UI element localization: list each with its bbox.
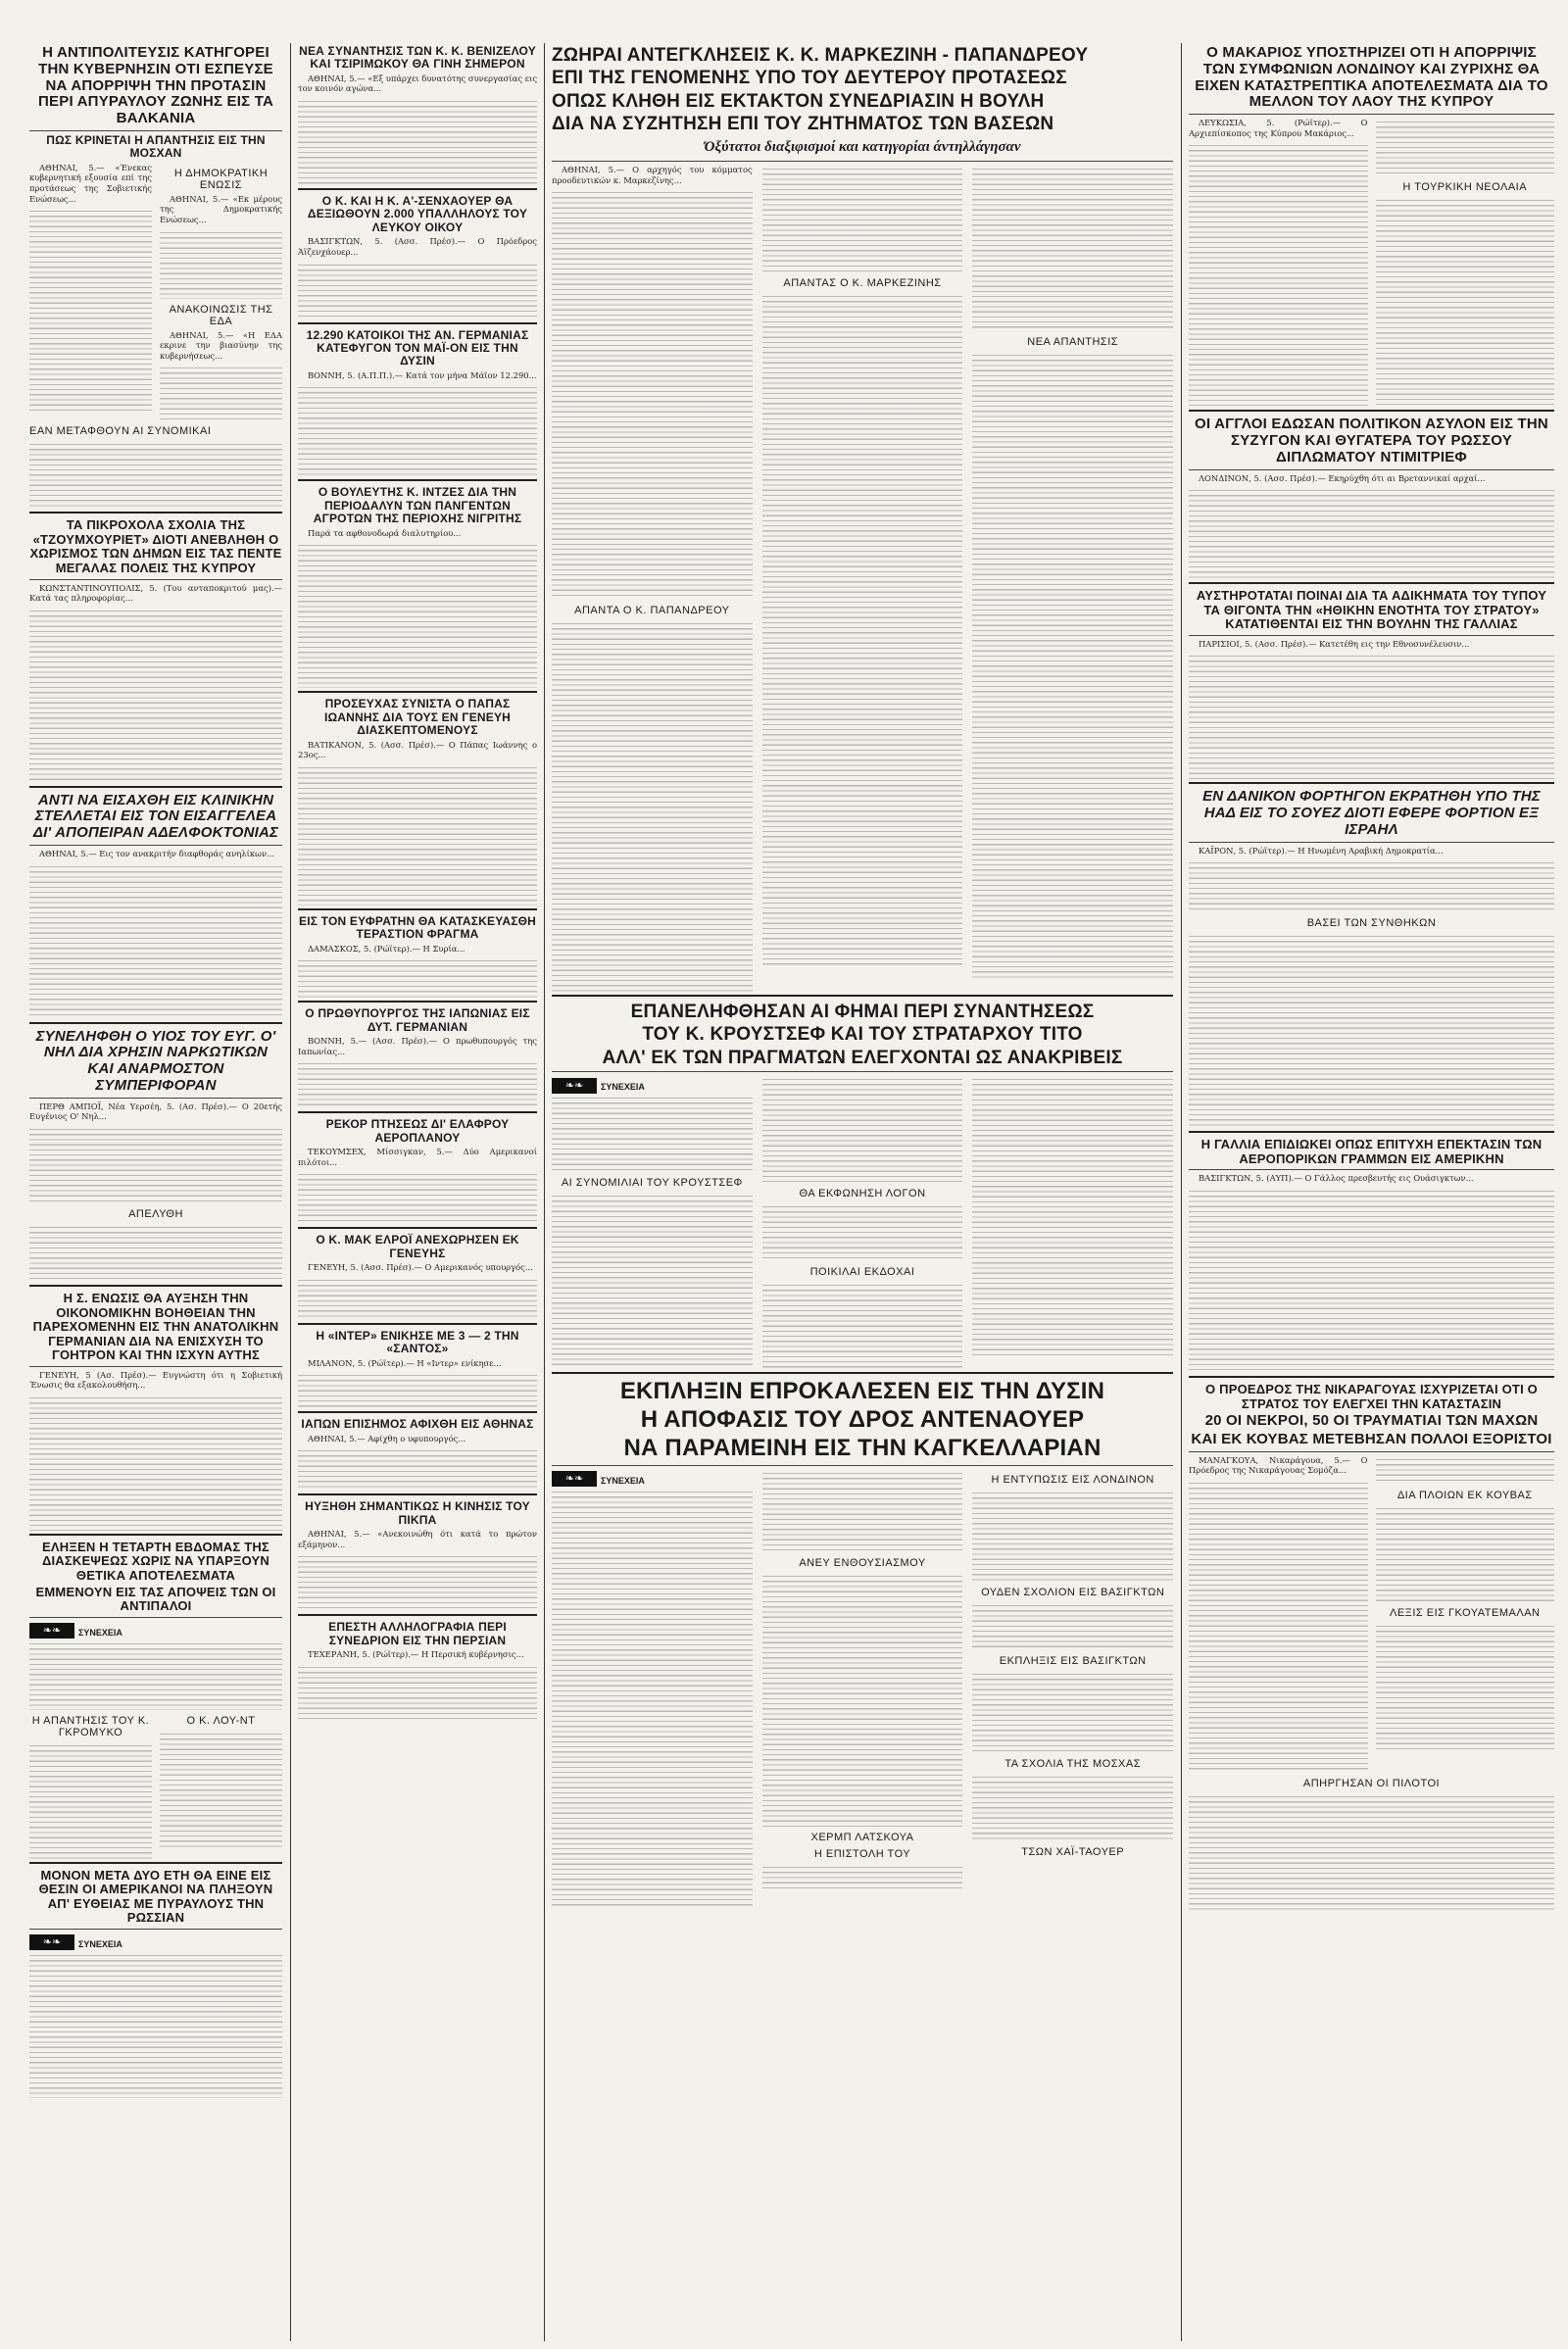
article-euphrates: [298, 913, 537, 998]
section-subhead: Η ΕΠΙΣΤΟΛΗ ΤΟΥ: [813, 1847, 911, 1860]
headline: ΝΕΑ ΣΥΝΑΝΤΗΣΙΣ ΤΩΝ Κ. Κ. ΒΕΝΙΖΕΛΟΥ ΚΑΙ ΤΣΙΡΙΜΩΚΟΥ ΘΑ ΓΙΝΗ ΣΗΜΕΡΟΝ: [299, 44, 536, 72]
text-lines: [29, 207, 152, 413]
column-2: [298, 43, 537, 1722]
article-japan-pm: [298, 1005, 537, 1108]
article-text: ΒΟΝΝΗ, 5. (Α.Π.Π.).— Κατά τον μήνα Μάϊον 12.290...: [308, 369, 537, 380]
section-subhead: ΧΕΡΜΠ ΛΑΤΣΚΟΥΑ: [810, 1831, 914, 1843]
article-tzoumhouriet: [29, 516, 282, 782]
lead-headline: ΕΠΙ ΤΗΣ ΓΕΝΟΜΕΝΗΣ ΥΠΟ ΤΟΥ ΔΕΥΤΕΡΟΥ ΠΡΟΤΑΣΕΩΣ: [552, 68, 1067, 89]
article-text: ΑΘΗΝΑΙ, 5.— «Ένεκας κυβερνητική εξουσία επί της προτάσεως της Σοβιετικής Ενώσεως...: [29, 162, 152, 204]
subheadline: ΠΩΣ ΚΡΙΝΕΤΑΙ Η ΑΠΑΝΤΗΣΙΣ ΕΙΣ ΤΗΝ ΜΟΣΧΑΝ: [46, 132, 266, 161]
article-missiles-russia: [29, 1867, 282, 2098]
subheadline: ΕΜΜΕΝΟΥΝ ΕΙΣ ΤΑΣ ΑΠΟΨΕΙΣ ΤΩΝ ΟΙ ΑΝΤΙΠΑΛΟΙ: [35, 1584, 276, 1614]
section-subhead: ΑΙ ΣΥΝΟΜΙΛΙΑΙ ΤΟΥ ΚΡΟΥΣΤΣΕΦ: [561, 1177, 743, 1190]
section-subhead: ΑΠΑΝΤΑ Ο Κ. ΠΑΠΑΝΔΡΕΟΥ: [574, 605, 730, 617]
headline: ΕΙΣ ΤΟΝ ΕΥΦΡΑΤΗΝ ΘΑ ΚΑΤΑΣΚΕΥΑΣΘΗ ΤΕΡΑΣΤΙΟΝ ΦΡΑΓΜΑ: [298, 913, 536, 942]
article-mcelroy: [298, 1232, 537, 1319]
article-text: ΒΑΣΙΓΚΤΩΝ, 5. (ΑΥΠ).— Ο Γάλλος πρεσβευτής εις Ουάσιγκτων...: [1199, 1173, 1474, 1184]
newspaper-page: [29, 43, 1554, 2341]
headline: ΙΑΠΩΝ ΕΠΙΣΗΜΟΣ ΑΦΙΧΘΗ ΕΙΣ ΑΘΗΝΑΣ: [301, 1417, 534, 1432]
article-text: ΛΕΥΚΩΣΙΑ, 5. (Ρώϊτερ).— Ο Αρχιεπίσκοπος της Κύπρου Μακάριος...: [1189, 118, 1368, 138]
article-text: ΒΑΣΙΓΚΤΩΝ, 5. (Ασσ. Πρέσ).— Ο Πρόεδρος Άϊζενχάουερ...: [298, 236, 537, 257]
article-text: ΚΩΝΣΤΑΝΤΙΝΟΥΠΟΛΙΣ, 5. (Του ανταποκριτού μας).— Κατά τας πληροφορίας...: [29, 582, 282, 604]
article-text: ΛΟΝΔΙΝΟΝ, 5. (Ασσ. Πρέσ).— Εκηρύχθη ότι αι Βρεταννικαί αρχαί...: [1199, 472, 1486, 483]
continuation-label: ΣΥΝΕΧΕΙΑ: [78, 1938, 122, 1949]
column-1: [29, 43, 282, 2098]
article-text: ΑΘΗΝΑΙ, 5.— «Εξ υπάρχει δυνατότης συνεργασίας εις τον κοινόν αγώνα...: [298, 73, 537, 94]
column-divider: [290, 43, 291, 2341]
article-apyraulos-zone: [29, 43, 282, 509]
article-pope: [298, 696, 537, 905]
headline: Η ΑΠΟΦΑΣΙΣ ΤΟΥ ΔΡΟΣ ΑΝΤΕΝΑΟΥΕΡ: [640, 1405, 1085, 1433]
article-nigrita: [298, 484, 537, 688]
article-text: ΓΕΝΕΥΗ, 5 (Ασ. Πρέσ).— Ευγνώστη ότι η Σοβιετική Ένωσις θα εξακολουθήση...: [29, 1369, 282, 1391]
center-columns: [552, 43, 1173, 1909]
headline: ΗΥΞΗΘΗ ΣΗΜΑΝΤΙΚΩΣ Η ΚΙΝΗΣΙΣ ΤΟΥ ΠΙΚΠΑ: [305, 1499, 530, 1527]
headline: ΟΙ ΑΓΓΛΟΙ ΕΔΩΣΑΝ ΠΟΛΙΤΙΚΟΝ ΑΣΥΛΟΝ ΕΙΣ ΤΗΝ ΣΥΖΥΓΟΝ ΚΑΙ ΘΥΓΑΤΕΡΑ ΤΟΥ ΡΩΣΣΟΥ ΔΙΠΛΩΜΑΤΟΥ ΝΤΙΜΙΤΡΙΕΦ: [1195, 416, 1548, 465]
headline: ΕΝ ΔΑΝΙΚΟΝ ΦΟΡΤΗΓΟΝ ΕΚΡΑΤΗΘΗ ΥΠΟ ΤΗΣ ΗΑΔ ΕΙΣ ΤΟ ΣΟΥΕΖ ΔΙΟΤΙ ΕΦΕΡΕ ΦΟΡΤΙΟΝ ΕΞ ΙΣΡΑΗΛ: [1202, 788, 1541, 838]
article-text: Παρά τα αφθονοδωρά διαλυτηρίου...: [308, 527, 462, 538]
article-makarios: [1189, 43, 1554, 407]
article-text: ΠΑΡΙΣΙΟΙ, 5. (Ασσ. Πρέσ).— Κατετέθη εις την Εθνοσυνέλευσιν...: [1199, 638, 1470, 649]
article-inter-santos: [298, 1328, 537, 1408]
column-5: [1189, 43, 1554, 1910]
headline: ΕΛΗΞΕΝ Η ΤΕΤΑΡΤΗ ΕΒΔΟΜΑΣ ΤΗΣ ΔΙΑΣΚΕΨΕΩΣ ΧΩΡΙΣ ΝΑ ΥΠΑΡΞΟΥΝ ΘΕΤΙΚΑ ΑΠΟΤΕΛΕΣΜΑΤΑ: [41, 1539, 270, 1583]
headline: ΡΕΚΟΡ ΠΤΗΣΕΩΣ ΔΙ' ΕΛΑΦΡΟΥ ΑΕΡΟΠΛΑΝΟΥ: [325, 1117, 510, 1145]
ornament-icon: ❧❧: [552, 1078, 597, 1094]
article-text: ΚΑΪΡΟΝ, 5. (Ρώϊτερ).— Η Ηνωμένη Αραβική Δημοκρατία...: [1199, 845, 1444, 856]
article-press-penalties: [1189, 587, 1554, 779]
section-subhead: Ο Κ. ΛΟΥ-ΝΤ: [186, 1714, 256, 1727]
section-subhead: ΛΕΞΙΣ ΕΙΣ ΓΚΟΥΑΤΕΜΑΛΑΝ: [1390, 1606, 1541, 1619]
article-flight-record: [298, 1116, 537, 1224]
article-text: ΒΑΤΙΚΑΝΟΝ, 5. (Ασσ. Πρέσ).— Ο Πάπας Ιωάννης ο 23ος...: [298, 739, 537, 760]
headline: ΣΥΝΕΛΗΦΘΗ Ο ΥΙΟΣ ΤΟΥ ΕΥΓ. Ο' ΝΗΛ ΔΙΑ ΧΡΗΣΙΝ ΝΑΡΚΩΤΙΚΩΝ ΚΑΙ ΑΝΑΡΜΟΣΤΟΝ ΣΥΜΠΕΡΙΦΟΡΑΝ: [35, 1027, 276, 1095]
headline: Η «ΙΝΤΕΡ» ΕΝΙΚΗΣΕ ΜΕ 3 — 2 ΤΗΝ «ΣΑΝΤΟΣ»: [316, 1328, 519, 1356]
headline: ΤΑ ΠΙΚΡΟΧΟΛΑ ΣΧΟΛΙΑ ΤΗΣ «ΤΖΟΥΜΧΟΥΡΙΕΤ» ΔΙΟΤΙ ΑΝΕΒΛΗΘΗ Ο ΧΩΡΙΣΜΟΣ ΤΩΝ ΔΗΜΩΝ ΕΙΣ ΤΑΣ ΠΕΝΤΕ ΜΕΓΑΛΑΣ ΠΟΛΕΙΣ ΤΗΣ ΚΥΠΡΟΥ: [29, 517, 282, 575]
article-text: ΑΘΗΝΑΙ, 5.— Ο αρχηγός του κόμματος προοδευτικών κ. Μαρκεζίνης...: [552, 165, 753, 185]
headline: ΕΠΕΣΤΗ ΑΛΛΗΛΟΓΡΑΦΙΑ ΠΕΡΙ ΣΥΝΕΔΡΙΟΝ ΕΙΣ ΤΗΝ ΠΕΡΣΙΑΝ: [328, 1620, 507, 1647]
continuation-label: ΣΥΝΕΧΕΙΑ: [78, 1627, 122, 1638]
article-text: ΑΘΗΝΑΙ, 5.— «Εκ μέρους της Δημοκρατικής Ενώσεως...: [160, 193, 282, 225]
section-subhead: ΘΑ ΕΚΦΩΝΗΣΗ ΛΟΓΟΝ: [799, 1188, 926, 1200]
article-adenauer: [552, 1377, 1173, 1909]
headline: Η Σ. ΕΝΩΣΙΣ ΘΑ ΑΥΞΗΣΗ ΤΗΝ ΟΙΚΟΝΟΜΙΚΗΝ ΒΟΗΘΕΙΑΝ ΤΗΝ ΠΑΡΕΧΟΜΕΝΗΝ ΕΙΣ ΤΗΝ ΑΝΑΤΟΛΙΚΗΝ ΓΕΡΜΑΝΙΑΝ ΔΙΑ ΝΑ ΕΝΙΣΧΥΣΗ ΤΟ ΓΟΗΤΡΟΝ ΚΑΙ ΤΗΝ ΙΣΧΥΝ ΑΥΤΗΣ: [32, 1290, 279, 1363]
section-subhead: ΑΠΗΡΓΗΣΑΝ ΟΙ ΠΙΛΟΤΟΙ: [1302, 1777, 1441, 1789]
section-subhead: ΕΚΠΛΗΞΙΣ ΕΙΣ ΒΑΣΙΓΚΤΩΝ: [999, 1654, 1147, 1667]
article-nicaragua: [1189, 1381, 1554, 1910]
section-subhead: ΤΣΩΝ ΧΑΪ-ΤΑΟΥΕΡ: [1021, 1845, 1125, 1858]
ornament-icon: ❧❧: [552, 1471, 597, 1487]
section-subhead: ΑΝΑΚΟΙΝΩΣΙΣ ΤΗΣ ΕΔΑ: [169, 303, 273, 327]
headline: Ο Κ. ΚΑΙ Η Κ. Α'-ΣΕΝΧΑΟΥΕΡ ΘΑ ΔΕΞΙΩΘΟΥΝ 2.000 ΥΠΑΛΛΗΛΟΥΣ ΤΟΥ ΛΕΥΚΟΥ ΟΙΚΟΥ: [307, 194, 528, 234]
article-khrushchev-tito: [552, 1000, 1173, 1369]
article-text: ΑΘΗΝΑΙ, 5.— «Η ΕΔΑ εκρινε την βιασύνην της κυβερνήσεως...: [160, 329, 282, 361]
column-divider: [544, 43, 545, 2341]
headline: ΤΟΥ Κ. ΚΡΟΥΣΤΣΕΦ ΚΑΙ ΤΟΥ ΣΤΡΑΤΑΡΧΟΥ ΤΙΤΟ: [642, 1024, 1083, 1046]
headline: ΑΥΣΤΗΡΟΤΑΤΑΙ ΠΟΙΝΑΙ ΔΙΑ ΤΑ ΑΔΙΚΗΜΑΤΑ ΤΟΥ ΤΥΠΟΥ ΤΑ ΘΙΓΟΝΤΑ ΤΗΝ «ΗΘΙΚΗΝ ΕΝΟΤΗΤΑ ΤΟΥ ΣΤΡΑΤΟΥ» ΚΑΤΑΤΙΘΕΝΤΑΙ ΕΙΣ ΤΗΝ ΒΟΥΛΗΝ ΤΗΣ ΓΑΛΛΙΑΣ: [1196, 588, 1547, 632]
article-france-air-routes: [1189, 1136, 1554, 1373]
article-text: ΒΟΝΝΗ, 5.— (Ασσ. Πρέσ).— Ο πρωθυπουργός της Ιαπωνίας...: [298, 1036, 537, 1056]
article-pikpa: [298, 1498, 537, 1611]
ornament-icon: ❧❧: [29, 1934, 74, 1950]
article-danish-freighter: [1189, 787, 1554, 1128]
article-text: ΤΕΧΕΡΑΝΗ, 5. (Ρώϊτερ).— Η Περσική κυβέρνησις...: [308, 1649, 524, 1660]
headline: Ο ΜΑΚΑΡΙΟΣ ΥΠΟΣΤΗΡΙΖΕΙ ΟΤΙ Η ΑΠΟΡΡΙΨΙΣ ΤΩΝ ΣΥΜΦΩΝΙΩΝ ΛΟΝΔΙΝΟΥ ΚΑΙ ΖΥΡΙΧΗΣ ΘΑ ΕΙΧΕΝ ΚΑΤΑΣΤΡΕΠΤΙΚΑ ΑΠΟΤΕΛΕΣΜΑΤΑ ΔΙΑ ΤΟ ΜΕΛΛΟΝ ΤΟΥ ΛΑΟΥ ΤΗΣ ΚΥΠΡΟΥ: [1195, 44, 1548, 111]
section-subhead: ΤΑ ΣΧΟΛΙΑ ΤΗΣ ΜΟΣΧΑΣ: [1004, 1757, 1142, 1770]
continuation-label: ΣΥΝΕΧΕΙΑ: [601, 1082, 645, 1093]
article-text: ΑΘΗΝΑΙ, 5.— Εις τον ανακριτήν διαφθοράς ανηλίκων...: [39, 849, 275, 859]
section-subhead: ΑΠΑΝΤΑΣ Ο Κ. ΜΑΡΚΕΖΙΝΗΣ: [783, 277, 942, 290]
lead-headline: ΖΩΗΡΑΙ ΑΝΤΕΓΚΛΗΣΕΙΣ Κ. Κ. ΜΑΡΚΕΖΙΝΗ - ΠΑΠΑΝΔΡΕΟΥ: [552, 45, 1089, 66]
section-subhead: ΟΥΔΕΝ ΣΧΟΛΙΟΝ ΕΙΣ ΒΑΣΙΓΚΤΩΝ: [981, 1586, 1165, 1598]
headline: 12.290 ΚΑΤΟΙΚΟΙ ΤΗΣ ΑΝ. ΓΕΡΜΑΝΙΑΣ ΚΑΤΕΦΥΓΟΝ ΤΟΝ ΜΑΪ-ΟΝ ΕΙΣ ΤΗΝ ΔΥΣΙΝ: [306, 327, 529, 368]
section-subhead: ΕΑΝ ΜΕΤΑΦΘΟΥΝ ΑΙ ΣΥΝΟΜΙΚΑΙ: [29, 425, 212, 438]
headline: Ο ΒΟΥΛΕΥΤΗΣ Κ. ΙΝΤΖΕΣ ΔΙΑ ΤΗΝ ΠΕΡΙΟΔΑΛΥΝ ΤΩΝ ΠΑΝΓΕΝΤΩΝ ΑΓΡΟΤΩΝ ΤΗΣ ΠΕΡΙΟΧΗΣ ΝΙΓΡΙΤΗΣ: [313, 485, 522, 526]
lead-article-markezinis: [552, 43, 1173, 992]
article-text: ΤΕΚΟΥΜΣΕΧ, Μίσσιγκαν, 5.— Δύο Αμερικανοί πιλότοι...: [298, 1147, 537, 1167]
lead-kicker: Όξύτατοι διαξιφισμοί και κατηγορίαι άντηλλάγησαν: [704, 139, 1021, 156]
lead-headline: ΔΙΑ ΝΑ ΣΥΖΗΤΗΣΗ ΕΠΙ ΤΟΥ ΖΗΤΗΜΑΤΟΣ ΤΩΝ ΒΑΣΕΩΝ: [552, 113, 1054, 134]
section-subhead: ΔΙΑ ΠΛΟΙΩΝ ΕΚ ΚΟΥΒΑΣ: [1396, 1489, 1533, 1501]
headline: ΑΝΤΙ ΝΑ ΕΙΣΑΧΘΗ ΕΙΣ ΚΛΙΝΙΚΗΝ ΣΤΕΛΛΕΤΑΙ ΕΙΣ ΤΟΝ ΕΙΣΑΓΓΕΛΕΑ ΔΙ' ΑΠΟΠΕΙΡΑΝ ΑΔΕΛΦΟΚΤΟΝΙΑΣ: [32, 791, 279, 842]
subheadline: ΚΑΙ ΕΚ ΚΟΥΒΑΣ ΜΕΤΕΒΗΣΑΝ ΠΟΛΛΟΙ ΕΞΟΡΙΣΤΟΙ: [1191, 1430, 1552, 1447]
article-adelfoktonia: [29, 791, 282, 1019]
section-subhead: ΑΝΕΥ ΕΝΘΟΥΣΙΑΣΜΟΥ: [799, 1556, 926, 1569]
article-text: ΓΕΝΕΥΗ, 5. (Ασσ. Πρέσ).— Ο Αμερικανός υπουργός...: [308, 1262, 533, 1273]
section-subhead: ΒΑΣΕΙ ΤΩΝ ΣΥΝΘΗΚΩΝ: [1306, 917, 1437, 930]
article-text: ΜΙΛΑΝΟΝ, 5. (Ρώϊτερ).— Η «Ιντερ» ενίκησε...: [308, 1357, 502, 1368]
headline: Ο ΠΡΟΕΔΡΟΣ ΤΗΣ ΝΙΚΑΡΑΓΟΥΑΣ ΙΣΧΥΡΙΖΕΤΑΙ ΟΤΙ Ο ΣΤΡΑΤΟΣ ΤΟΥ ΕΛΕΓΧΕΙ ΤΗΝ ΚΑΤΑΣΤΑΣΙΝ: [1205, 1382, 1538, 1411]
headline: Ο ΠΡΩΘΥΠΟΥΡΓΟΣ ΤΗΣ ΙΑΠΩΝΙΑΣ ΕΙΣ ΔΥΤ. ΓΕΡΜΑΝΙΑΝ: [305, 1006, 530, 1034]
section-subhead: Η ΕΝΤΥΠΩΣΙΣ ΕΙΣ ΛΟΝΔΙΝΟΝ: [991, 1473, 1154, 1486]
article-text: ΔΑΜΑΣΚΟΣ, 5. (Ρώϊτερ).— Η Συρία...: [308, 943, 466, 954]
headline: ΕΠΑΝΕΛΗΦΘΗΣΑΝ ΑΙ ΦΗΜΑΙ ΠΕΡΙ ΣΥΝΑΝΤΗΣΕΩΣ: [630, 1002, 1095, 1023]
article-east-germany-aid: [29, 1290, 282, 1531]
article-text: ΑΘΗΝΑΙ, 5.— Αφίχθη ο υφυπουργός...: [308, 1433, 466, 1444]
subheadline: 20 ΟΙ ΝΕΚΡΟΙ, 50 ΟΙ ΤΡΑΥΜΑΤΙΑΙ ΤΩΝ ΜΑΧΩΝ: [1204, 1412, 1539, 1430]
article-text: ΜΑΝΑΓΚΟΥΑ, Νικαράγουα, 5.— Ο Πρόεδρος της Νικαράγουας Σομόζα...: [1189, 1454, 1368, 1476]
section-subhead: ΠΟΙΚΙΛΑΙ ΕΚΔΟΧΑΙ: [809, 1266, 915, 1279]
article-venizelos: [298, 43, 537, 185]
continuation-label: ΣΥΝΕΧΕΙΑ: [601, 1475, 645, 1486]
article-oneill: [29, 1027, 282, 1282]
headline: Η ΓΑΛΛΙΑ ΕΠΙΔΙΩΚΕΙ ΟΠΩΣ ΕΠΙΤΥΧΗ ΕΠΕΚΤΑΣΙΝ ΤΩΝ ΑΕΡΟΠΟΡΙΚΩΝ ΓΡΑΜΜΩΝ ΕΙΣ ΑΜΕΡΙΚΗΝ: [1200, 1137, 1543, 1166]
lead-headline: ΟΠΩΣ ΚΛΗΘΗ ΕΙΣ ΕΚΤΑΚΤΟΝ ΣΥΝΕΔΡΙΑΣΙΝ Η ΒΟΥΛΗ: [552, 90, 1045, 112]
article-persia: [298, 1619, 537, 1721]
headline: Η ΑΝΤΙΠΟΛΙΤΕΥΣΙΣ ΚΑΤΗΓΟΡΕΙ ΤΗΝ ΚΥΒΕΡΝΗΣΙΝ ΟΤΙ ΕΣΠΕΥΣΕ ΝΑ ΑΠΟΡΡΙΨΗ ΤΗΝ ΠΡΟΤΑΣΙΝ ΠΕΡΙ ΑΠΥΡΑΥΛΟΥ ΖΩΝΗΣ ΕΙΣ ΤΑ ΒΑΛΚΑΝΙΑ: [38, 44, 273, 127]
article-text: ΑΘΗΝΑΙ, 5.— «Ανεκοινώθη ότι κατά το πρώτον εξάμηνον...: [298, 1529, 537, 1549]
article-japanese-official: [298, 1416, 537, 1491]
article-text: ΠΕΡΘ ΑΜΠΟΪ, Νέα Υερσέη, 5. (Ασ. Πρέσ).— Ο 20ετής Ευγένιος Ο' Νηλ...: [29, 1101, 282, 1122]
section-subhead: ΝΕΑ ΑΠΑΝΤΗΣΙΣ: [1027, 336, 1119, 349]
article-geneva-week: [29, 1539, 282, 1859]
headline: ΜΟΝΟΝ ΜΕΤΑ ΔΥΟ ΕΤΗ ΘΑ ΕΙΝΕ ΕΙΣ ΘΕΣΙΝ ΟΙ ΑΜΕΡΙΚΑΝΟΙ ΝΑ ΠΛΗΞΟΥΝ ΑΠ' ΕΥΘΕΙΑΣ ΜΕ ΠΥΡΑΥΛΟΥΣ ΤΗΝ ΡΩΣΣΙΑΝ: [38, 1867, 273, 1926]
headline: ΕΚΠΛΗΞΙΝ ΕΠΡΟΚΑΛΕΣΕΝ ΕΙΣ ΤΗΝ ΔΥΣΙΝ: [619, 1378, 1105, 1405]
headline: Ο Κ. ΜΑΚ ΕΛΡΟΪ ΑΝΕΧΩΡΗΣΕΝ ΕΚ ΓΕΝΕΥΗΣ: [316, 1233, 519, 1260]
article-asylum: [1189, 415, 1554, 579]
section-subhead: ΑΠΕΛΥΘΗ: [128, 1207, 183, 1220]
article-refugees: [298, 327, 537, 477]
column-divider: [1181, 43, 1182, 2341]
article-eisenhower: [298, 193, 537, 318]
headline: ΠΡΟΣΕΥΧΑΣ ΣΥΝΙΣΤΑ Ο ΠΑΠΑΣ ΙΩΑΝΝΗΣ ΔΙΑ ΤΟΥΣ ΕΝ ΓΕΝΕΥΗ ΔΙΑΣΚΕΠΤΟΜΕΝΟΥΣ: [323, 697, 512, 738]
headline: ΑΛΛ' ΕΚ ΤΩΝ ΠΡΑΓΜΑΤΩΝ ΕΛΕΓΧΟΝΤΑΙ ΩΣ ΑΝΑΚΡΙΒΕΙΣ: [602, 1047, 1123, 1068]
headline: ΝΑ ΠΑΡΑΜΕΙΝΗ ΕΙΣ ΤΗΝ ΚΑΓΚΕΛΛΑΡΙΑΝ: [623, 1434, 1102, 1461]
section-subhead: Η ΤΟΥΡΚΙΚΗ ΝΕΟΛΑΙΑ: [1402, 181, 1528, 194]
section-subhead: Η ΑΠΑΝΤΗΣΙΣ ΤΟΥ Κ. ΓΚΡΟΜΥΚΟ: [31, 1714, 150, 1738]
section-subhead: Η ΔΗΜΟΚΡΑΤΙΚΗ ΕΝΩΣΙΣ: [173, 167, 269, 191]
ornament-icon: ❧❧: [29, 1623, 74, 1639]
